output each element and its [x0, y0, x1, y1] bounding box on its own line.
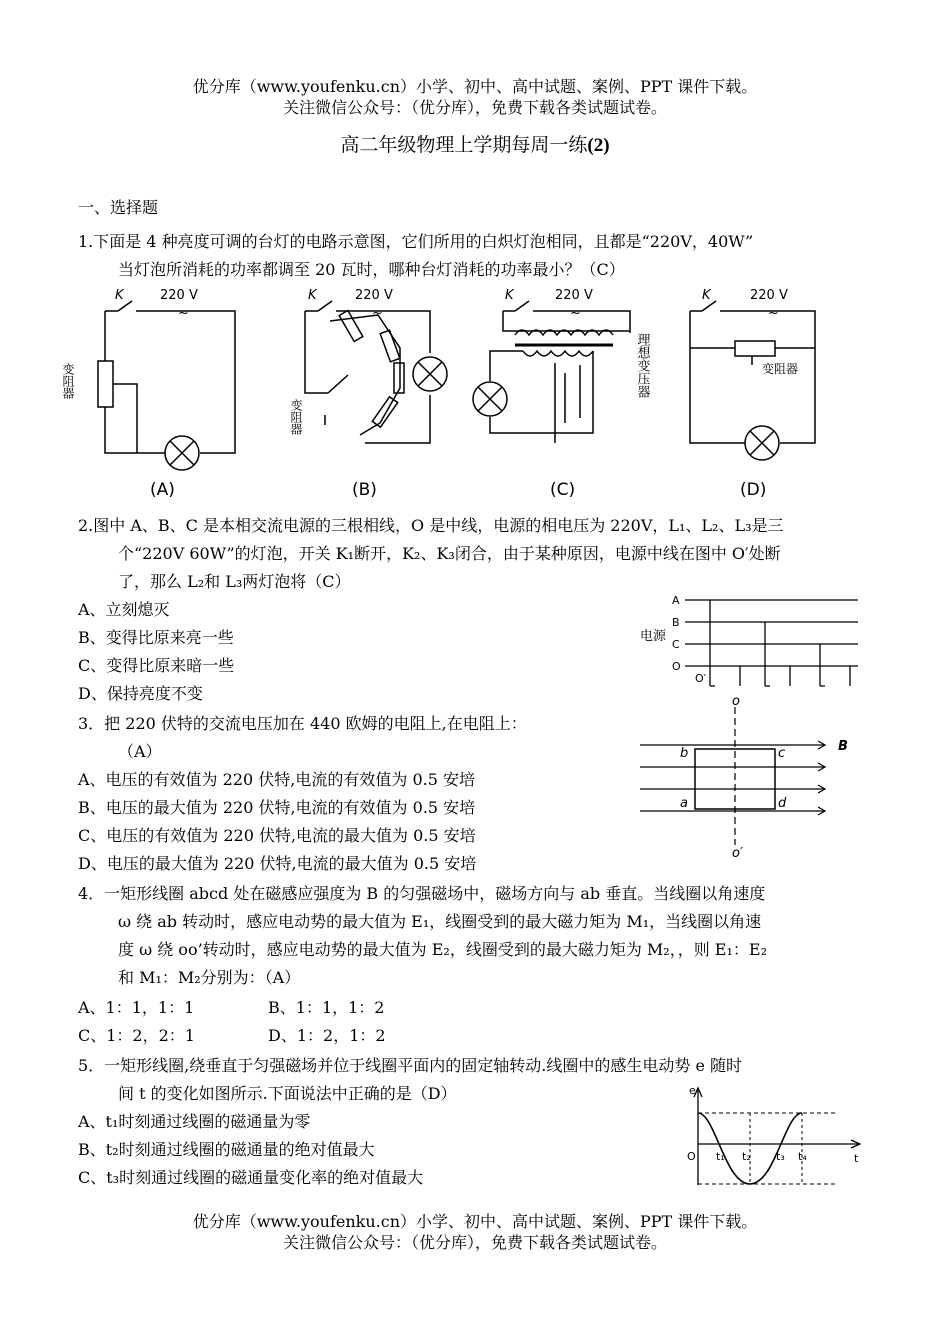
q2-label-a: A [672, 594, 680, 607]
q1b-rheo: 变阻器 [289, 399, 303, 435]
q3-line-2: （A） [118, 742, 162, 761]
q1a-label: (A) [150, 480, 175, 500]
q1d-label: (D) [740, 480, 767, 500]
circuit-c [473, 301, 630, 443]
q4-line-2: ω 绕 ab 转动时，感应电动势的最大值为 E₁，线圈受到的最大磁力矩为 M₁，当线圈以角速 [118, 912, 762, 931]
q3-label-c: c [778, 746, 786, 761]
section-heading: 一、选择题 [78, 198, 159, 217]
q3-label-o-prime: o′ [732, 846, 743, 861]
q2-label-o: O [672, 660, 681, 673]
q2-label-source: 电源 [640, 629, 667, 644]
page-title [0, 130, 950, 157]
q1d-rheo: 变阻器 [762, 362, 799, 376]
q2-option-d: D、保持亮度不变 [78, 684, 203, 703]
q5-label-t2: t₂ [742, 1150, 751, 1163]
q2-option-b: B、变得比原来亮一些 [78, 628, 234, 647]
q1a-k: K [115, 288, 124, 303]
footer-line-1: 优分库（www.youfenku.cn）小学、初中、高中试题、案例、PPT 课件下载。 [192, 1212, 758, 1231]
q3-label-a: a [680, 796, 688, 811]
q1-line-2: 当灯泡所消耗的功率都调至 20 瓦时，哪种台灯消耗的功率最小？（C） [118, 260, 625, 279]
q4-line-3: 度 ω 绕 oo’转动时，感应电动势的最大值为 E₂，线圈受到的最大磁力矩为 M₂，，则 E₁：E₂ [118, 940, 767, 959]
q5-line-1: 5．一矩形线圈,绕垂直于匀强磁场并位于线圈平面内的固定轴转动.线圈中的感生电动势 e 随时 [78, 1056, 742, 1075]
q1-circuit-figures [60, 283, 820, 503]
q2-line-1: 2.图中 A、B、C 是本相交流电源的三根相线，O 是中线，电源的相电压为 220V，L₁、L₂、L₃是三 [78, 516, 784, 535]
q4-option-b: B、1：1，1：2 [268, 998, 385, 1017]
q2-label-o-prime: O′ [695, 672, 707, 685]
q3-label-o: o [732, 694, 740, 709]
q3-line-1: 3．把 220 伏特的交流电压加在 440 欧姆的电阻上,在电阻上： [78, 714, 527, 733]
q5-label-t: t [854, 1152, 859, 1165]
q3-label-d: d [778, 796, 787, 811]
q5-emf-graph [680, 1080, 865, 1190]
circuit-d [690, 301, 815, 460]
q5-label-t4: t₄ [798, 1150, 807, 1163]
q5-option-c: C、t₃时刻通过线圈的磁通量变化率的绝对值最大 [78, 1168, 424, 1187]
q2-line-2: 个“220V 60W”的灯泡，开关 K₁断开，K₂、K₃闭合，由于某种原因，电源中线在图中 O′处断 [118, 544, 781, 563]
q5-label-e: e [689, 1084, 696, 1097]
q1b-k: K [308, 288, 317, 303]
q5-label-t1: t₁ [716, 1150, 725, 1163]
q2-line-3: 了，那么 L₂和 L₃两灯泡将（C） [118, 572, 351, 591]
q1b-label: (B) [352, 480, 377, 500]
q5-option-b: B、t₂时刻通过线圈的磁通量的绝对值最大 [78, 1140, 375, 1159]
q5-label-o: O [687, 1150, 696, 1163]
q3-option-c: C、电压的有效值为 220 伏特,电流的最大值为 0.5 安培 [78, 826, 476, 845]
q3-coil-field-figure [635, 695, 860, 860]
q1d-ac: ~ [768, 306, 779, 321]
q3-option-b: B、电压的最大值为 220 伏特,电流的有效值为 0.5 安培 [78, 798, 476, 817]
q2-option-c: C、变得比原来暗一些 [78, 656, 235, 675]
header-line-1: 优分库（www.youfenku.cn）小学、初中、高中试题、案例、PPT 课件下载。 [192, 77, 758, 96]
q2-label-c: C [672, 638, 680, 651]
q1d-k: K [702, 288, 711, 303]
q4-option-a: A、1：1，1：1 [78, 998, 195, 1017]
q1c-k: K [505, 288, 514, 303]
q1a-rheo: 变阻器 [61, 363, 75, 399]
q2-power-lines-figure [640, 590, 860, 690]
q4-line-4: 和 M₁：M₂分别为：（A） [118, 968, 301, 987]
q5-line-2: 间 t 的变化如图所示.下面说法中正确的是（D） [118, 1084, 457, 1103]
circuit-b [305, 301, 447, 443]
q4-option-d: D、1：2，1：2 [268, 1026, 386, 1045]
page-title-main: 高二年级物理上学期每周一练 [340, 134, 588, 156]
q4-option-c: C、1：2，2：1 [78, 1026, 195, 1045]
q1b-v: 220 V [355, 288, 393, 303]
q1a-ac: ~ [178, 306, 189, 321]
q5-option-a: A、t₁时刻通过线圈的磁通量为零 [78, 1112, 311, 1131]
q4-line-1: 4．一矩形线圈 abcd 处在磁感应强度为 B 的匀强磁场中，磁场方向与 ab 垂直。当线圈以角速度 [78, 884, 766, 903]
q1a-v: 220 V [160, 288, 198, 303]
q1c-transformer: 理想变压器 [634, 333, 650, 398]
page-title-suffix: (2) [587, 135, 610, 156]
q3-label-b: b [680, 746, 689, 761]
q1b-ac: ~ [372, 306, 383, 321]
q1c-v: 220 V [555, 288, 593, 303]
footer-line-2: 关注微信公众号：（优分库），免费下载各类试题试卷。 [282, 1233, 667, 1252]
q1c-ac: ~ [570, 306, 581, 321]
q2-label-b: B [672, 616, 680, 629]
q2-option-a: A、立刻熄灭 [78, 600, 170, 619]
q3-option-d: D、电压的最大值为 220 伏特,电流的最大值为 0.5 安培 [78, 854, 477, 873]
q1d-v: 220 V [750, 288, 788, 303]
q3-option-a: A、电压的有效值为 220 伏特,电流的有效值为 0.5 安培 [78, 770, 475, 789]
q1-line-1: 1.下面是 4 种亮度可调的台灯的电路示意图，它们所用的白炽灯泡相同，且都是“220V，40W” [78, 232, 754, 251]
q1c-label: (C) [550, 480, 576, 500]
q3-label-field-b: B [838, 739, 848, 754]
q5-label-t3: t₃ [776, 1150, 785, 1163]
circuit-a [98, 301, 235, 470]
header-line-2: 关注微信公众号：（优分库），免费下载各类试题试卷。 [282, 98, 667, 117]
